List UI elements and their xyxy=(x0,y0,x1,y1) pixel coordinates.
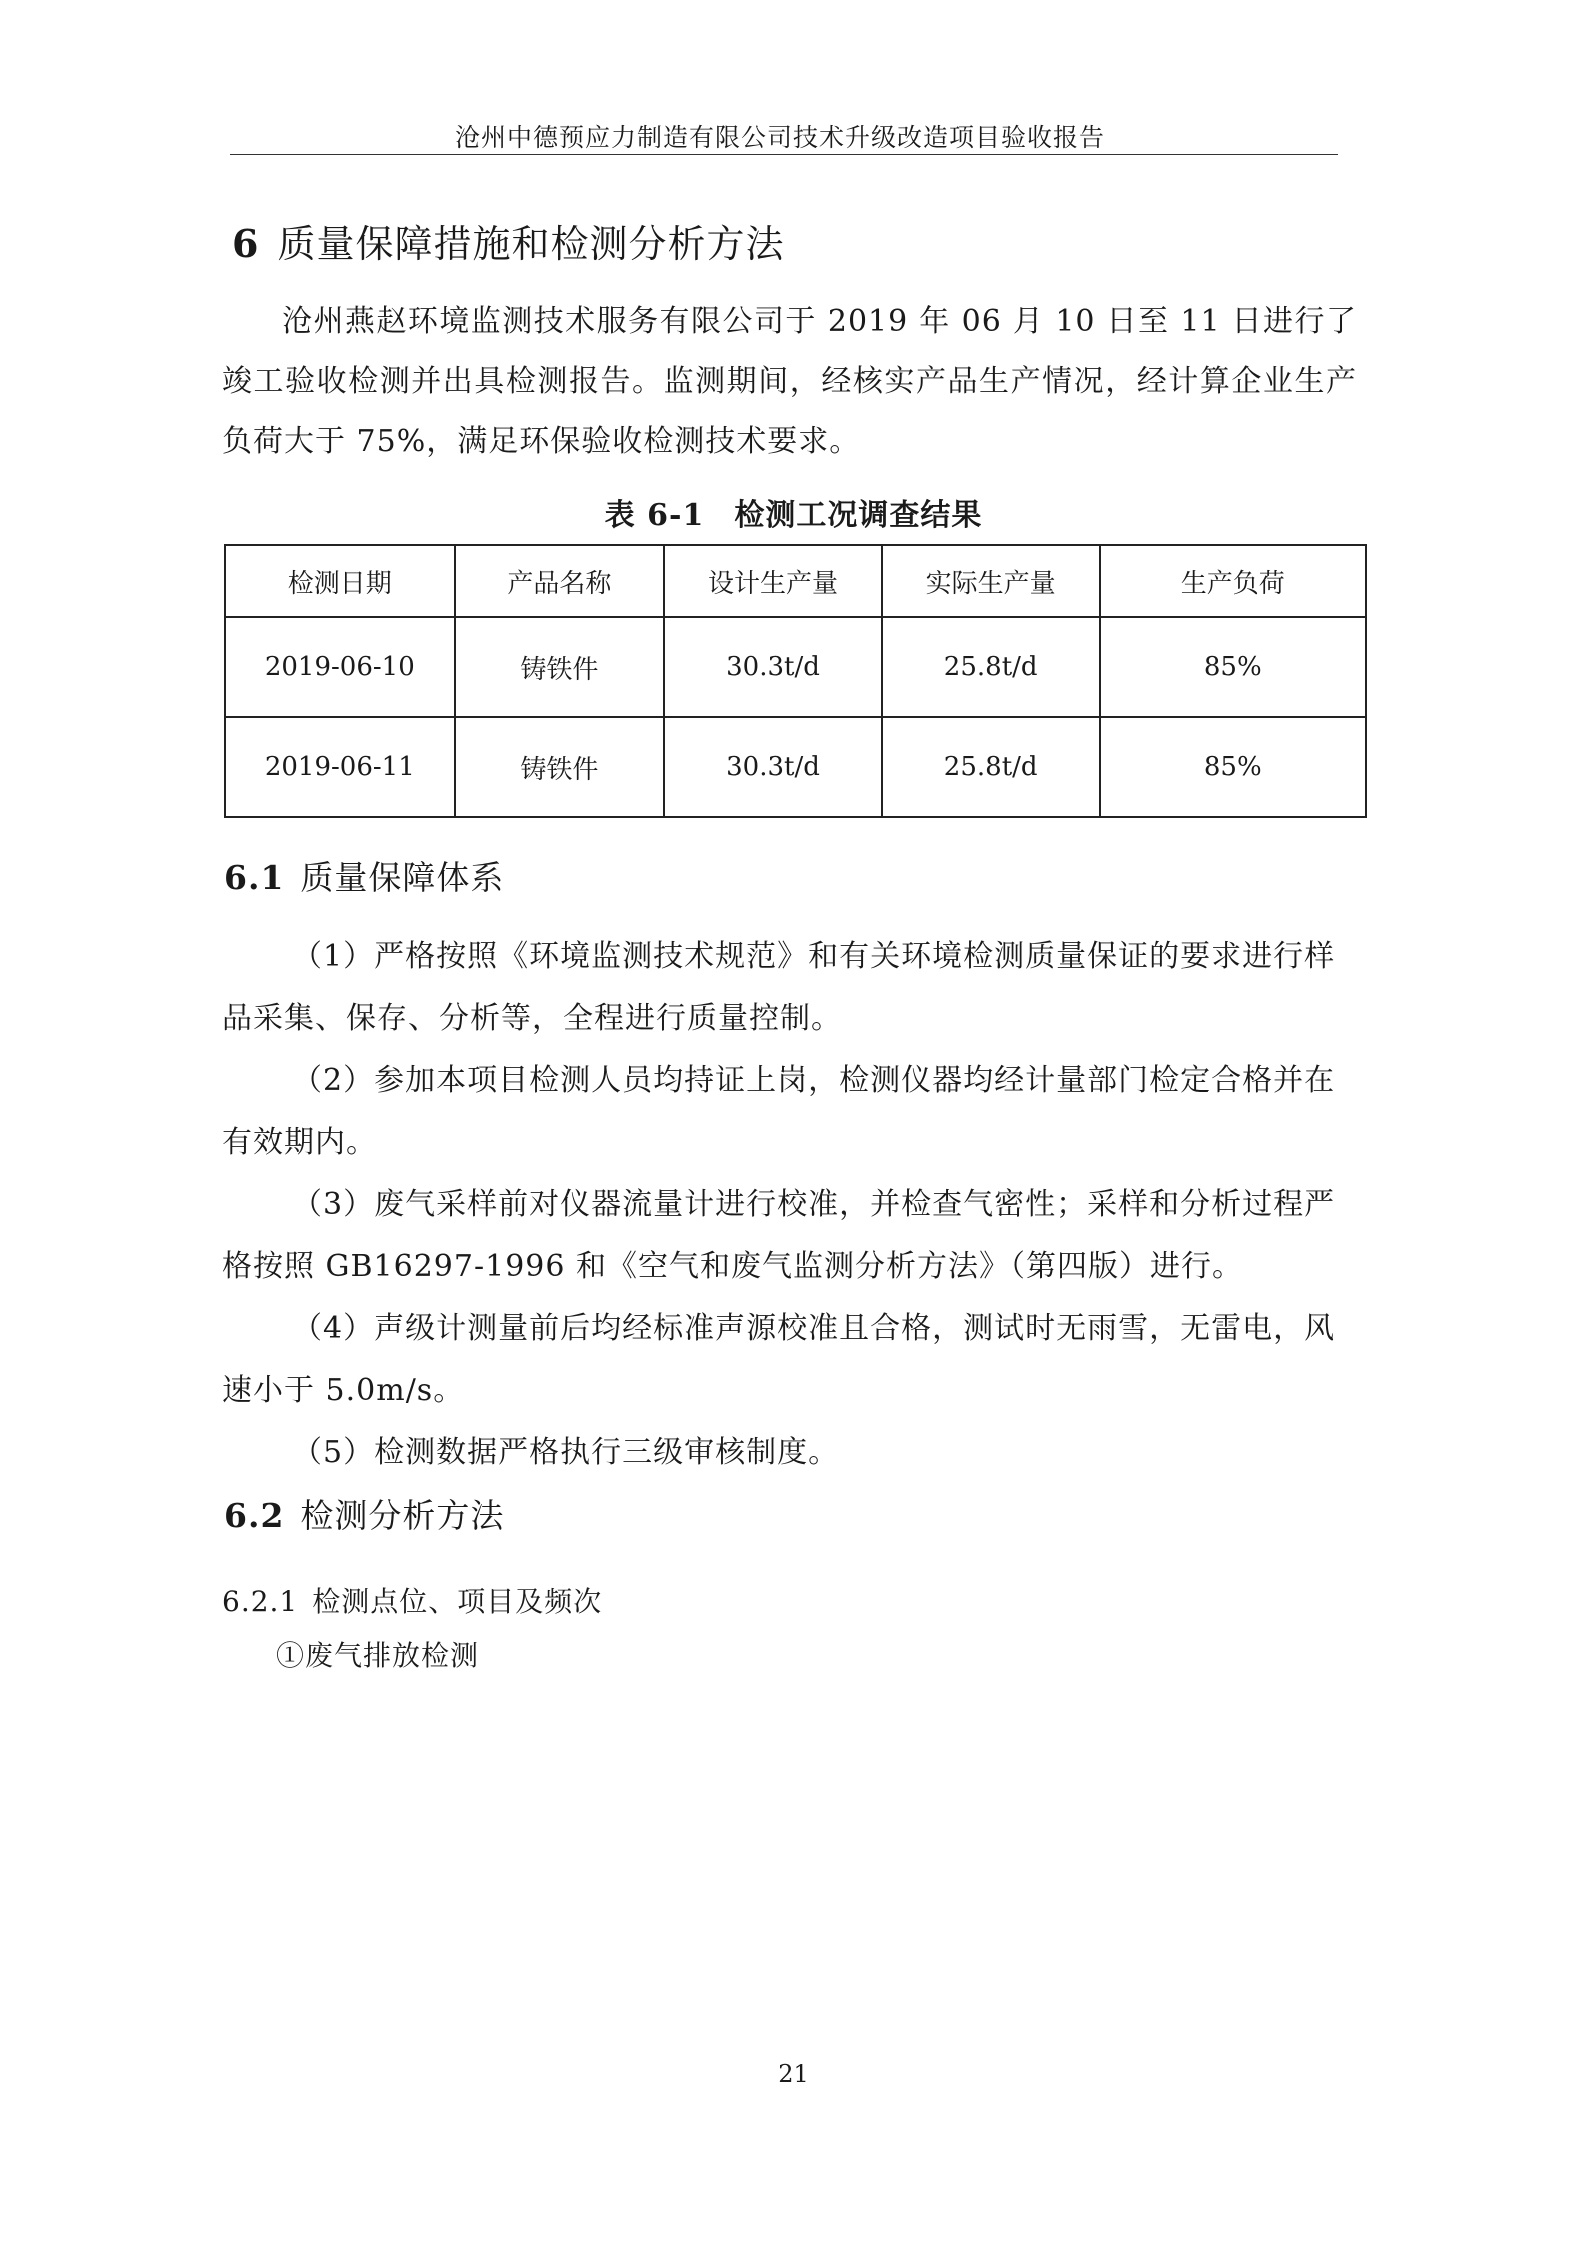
section-6-1-number: 6.1 xyxy=(224,858,285,897)
table-caption-label: 表 6-1 xyxy=(604,498,705,533)
section-6-1-title: 质量保障体系 xyxy=(300,858,505,897)
table-header-cell: 产品名称 xyxy=(455,545,665,617)
quality-item: （1）严格按照《环境监测技术规范》和有关环境检测质量保证的要求进行样品采集、保存、分析等，全程进行质量控制。 xyxy=(222,939,1336,1036)
section-6-2-1-title: 检测点位、项目及频次 xyxy=(312,1585,603,1618)
section-6-2-number: 6.2 xyxy=(224,1496,285,1535)
table-cell: 25.8t/d xyxy=(882,617,1100,717)
quality-item: （5）检测数据严格执行三级审核制度。 xyxy=(292,1435,840,1470)
table-cell: 铸铁件 xyxy=(455,617,665,717)
running-header: 沧州中德预应力制造有限公司技术升级改造项目验收报告 xyxy=(454,123,1105,152)
table-cell: 85% xyxy=(1100,717,1366,817)
quality-item: （2）参加本项目检测人员均持证上岗，检测仪器均经计量部门检定合格并在有效期内。 xyxy=(222,1063,1336,1160)
section-6-2-1-heading xyxy=(222,1580,602,1620)
table-caption xyxy=(0,490,1587,534)
table-header-cell: 生产负荷 xyxy=(1100,545,1366,617)
section-6-1-heading xyxy=(224,852,504,899)
table-cell: 铸铁件 xyxy=(455,717,665,817)
table-cell: 85% xyxy=(1100,617,1366,717)
table-cell: 30.3t/d xyxy=(664,617,882,717)
section-6-title: 质量保障措施和检测分析方法 xyxy=(277,222,785,266)
table-header-row xyxy=(225,545,1366,617)
quality-item: （4）声级计测量前后均经标准声源校准且合格，测试时无雨雪，无雷电，风速小于 5.0m/s。 xyxy=(222,1311,1336,1408)
table-cell: 2019-06-10 xyxy=(225,617,455,717)
quality-item: （3）废气采样前对仪器流量计进行校准，并检查气密性；采样和分析过程严格按照 GB16297-1996 和《空气和废气监测分析方法》（第四版）进行。 xyxy=(222,1187,1336,1284)
table-cell: 30.3t/d xyxy=(664,717,882,817)
section-6-2-heading xyxy=(224,1490,504,1537)
work-condition-table xyxy=(224,544,1367,818)
table-caption-title: 检测工况调查结果 xyxy=(734,498,983,533)
table-header-cell: 检测日期 xyxy=(225,545,455,617)
section-6-intro: 沧州燕赵环境监测技术服务有限公司于 2019 年 06 月 10 日至 11 日进行了竣工验收检测并出具检测报告。监测期间，经核实产品生产情况，经计算企业生产负荷大于 75%，满足环保验收检测技术要求。 xyxy=(222,304,1357,459)
section-6-heading xyxy=(232,213,784,268)
table-header-cell: 实际生产量 xyxy=(882,545,1100,617)
table-row xyxy=(225,717,1366,817)
waste-gas-item: ①废气排放检测 xyxy=(276,1639,480,1672)
header-rule xyxy=(230,154,1338,155)
section-6-2-title: 检测分析方法 xyxy=(300,1496,505,1535)
table-cell: 2019-06-11 xyxy=(225,717,455,817)
table-row xyxy=(225,617,1366,717)
page-number: 21 xyxy=(778,2060,809,2088)
table-header-cell: 设计生产量 xyxy=(664,545,882,617)
section-6-number: 6 xyxy=(232,221,260,266)
table-cell: 25.8t/d xyxy=(882,717,1100,817)
section-6-2-1-number: 6.2.1 xyxy=(222,1585,299,1618)
